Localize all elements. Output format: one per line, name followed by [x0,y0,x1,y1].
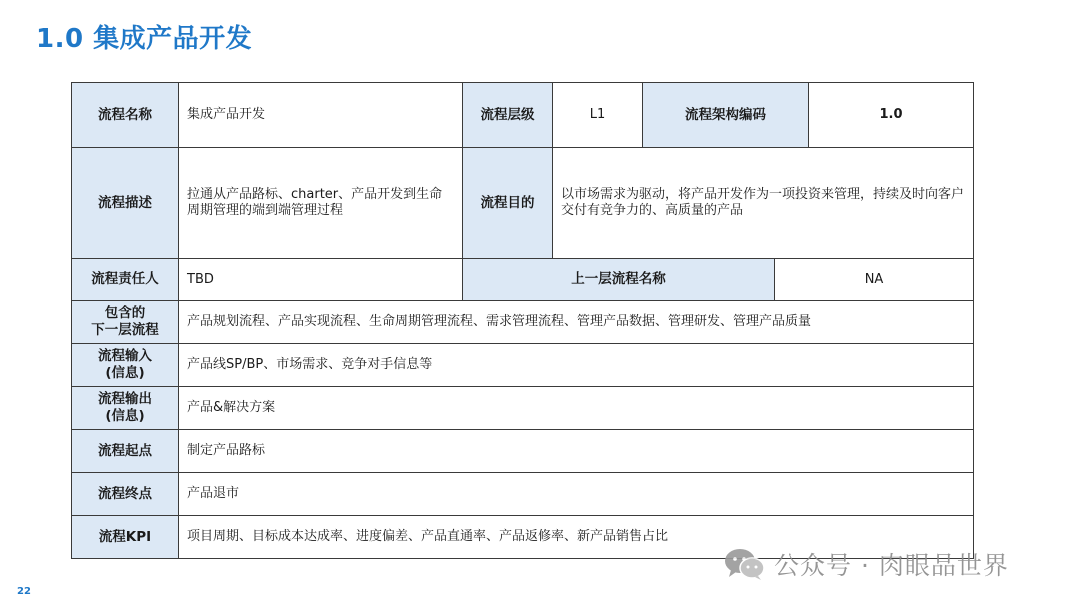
process-level-label: 流程层级 [463,83,553,148]
table-row [72,301,974,344]
process-purpose-value: 以市场需求为驱动，将产品开发作为一项投资来管理，持续及时向客户交付有竞争力的、高质量的产品 [553,148,974,259]
process-start-label: 流程起点 [72,430,179,473]
process-code-value: 1.0 [809,83,974,148]
process-end-label: 流程终点 [72,473,179,516]
process-output-label: 流程输出 (信息) [72,387,179,430]
process-kpi-label: 流程KPI [72,516,179,559]
table-row [72,430,974,473]
process-purpose-label: 流程目的 [463,148,553,259]
parent-process-value: NA [775,259,974,301]
table-row [72,83,974,148]
process-name-label: 流程名称 [72,83,179,148]
process-input-value: 产品线SP/BP、市场需求、竞争对手信息等 [179,344,974,387]
process-owner-value: TBD [179,259,463,301]
process-input-label: 流程输入 (信息) [72,344,179,387]
process-definition-table [71,82,974,559]
process-end-value: 产品退市 [179,473,974,516]
table-row [72,387,974,430]
process-output-value: 产品&解决方案 [179,387,974,430]
subprocess-value: 产品规划流程、产品实现流程、生命周期管理流程、需求管理流程、管理产品数据、管理研发、管理产品质量 [179,301,974,344]
process-start-value: 制定产品路标 [179,430,974,473]
process-owner-label: 流程责任人 [72,259,179,301]
page-number: 22 [17,586,31,597]
table-row [72,259,974,301]
subprocess-label: 包含的 下一层流程 [72,301,179,344]
watermark-text: 公众号 · 肉眼品世界 [774,551,1009,580]
page-title: 1.0 集成产品开发 [36,24,253,54]
table-row [72,148,974,259]
process-description-label: 流程描述 [72,148,179,259]
table-row [72,473,974,516]
parent-process-label: 上一层流程名称 [463,259,775,301]
wechat-icon [724,547,766,581]
watermark [724,546,1009,582]
process-name-value: 集成产品开发 [179,83,463,148]
process-code-label: 流程架构编码 [643,83,809,148]
process-description-value: 拉通从产品路标、charter、产品开发到生命周期管理的端到端管理过程 [179,148,463,259]
table-row [72,344,974,387]
process-level-value: L1 [553,83,643,148]
process-kpi-value: 项目周期、目标成本达成率、进度偏差、产品直通率、产品返修率、新产品销售占比 [179,516,974,559]
